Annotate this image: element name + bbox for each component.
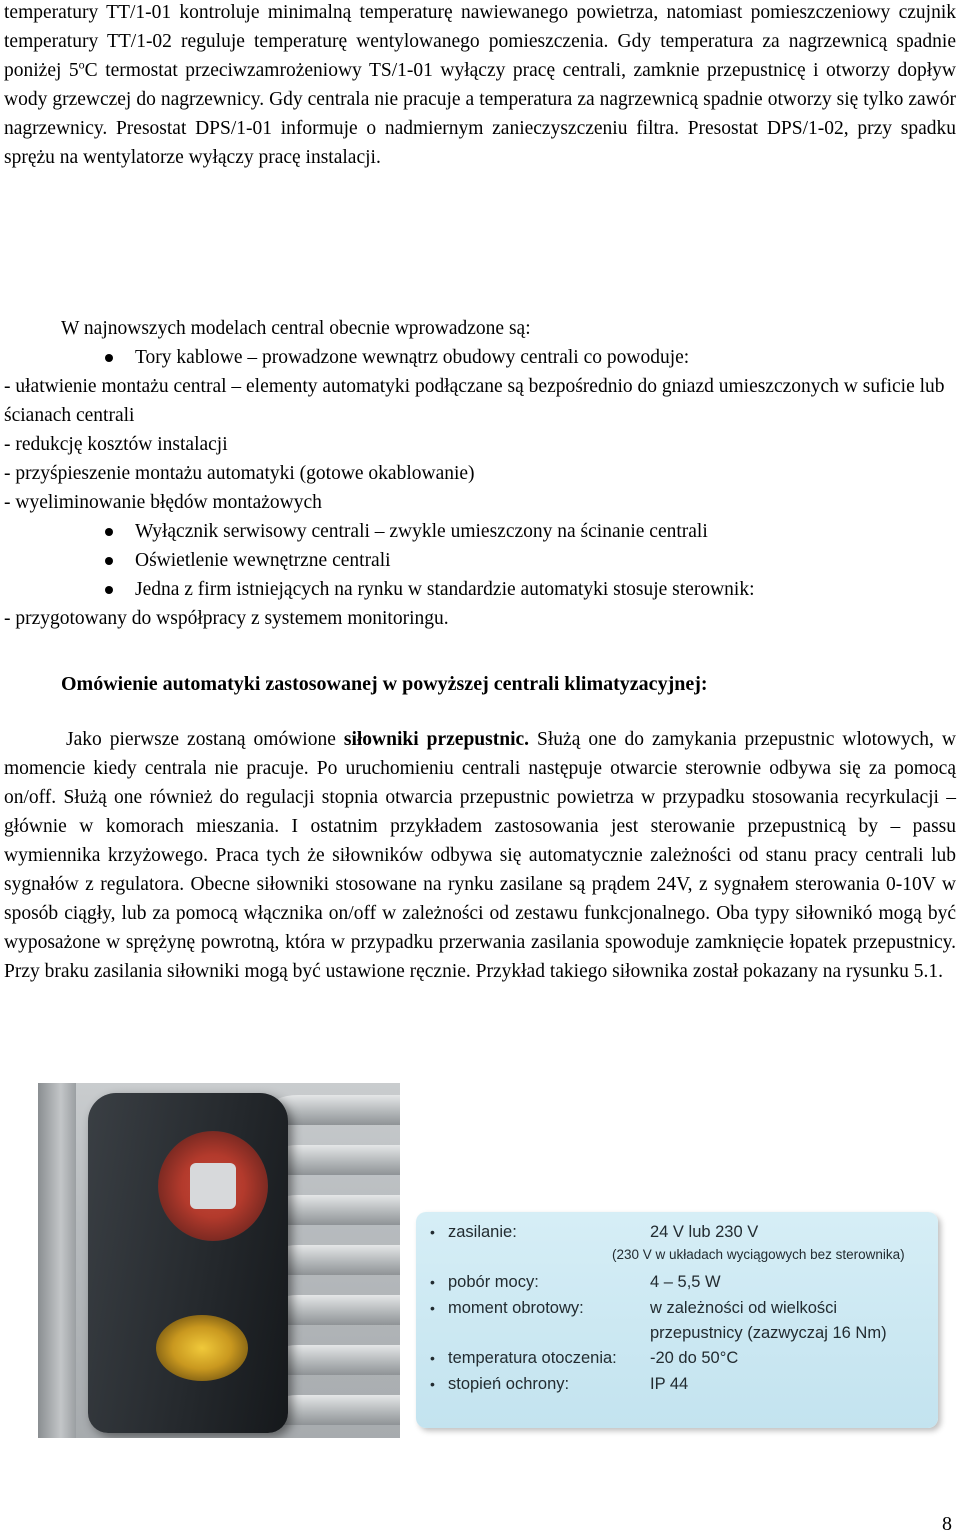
list-item-lighting: Oświetlenie wewnętrzne centrali — [4, 546, 956, 575]
paragraph-actuators: Jako pierwsze zostaną omówione siłowniki przepustnic. Służą one do zamykania przepustnic wlotowych, w momencie kiedy centrala nie pracuje. Po uruchomieniu centrali następuje otwarcie sterownie odbywa się za pomocą on/off. Służą one również do regulacji stopnia otwarcia przepustnic powietrza w przypadku stosowania recyrkulacji – głównie w komorach mieszania. I ostatnim przykładem zastosowania jest sterowanie przepustnicą by – passu wymiennika krzyżowego. Praca tych że siłowników odbywa się automatycznie zależności od stanu pracy centrali lub sygnałów z regulatora. Obecne siłowniki stosowane na rynku zasilane są prądem 24V, z sygnałem sterowania 0-10V w sposób ciągły, lub za pomocą włącznika on/off w zależności od zestawu funkcjonalnego. Oba typy siłownikó mogą być wyposażone w sprężynę powrotną, która w przypadku przerwania zasilania spowoduje zamknięcie łopatek przepustnicy. Przy braku zasilania siłowniki mogą być ustawione ręcznie. Przykład takiego siłownika został pokazany na rysunku 5.1. — [4, 729, 956, 982]
spec-note-230v: (230 V w układach wyciągowych bez sterownika) — [612, 1247, 905, 1262]
shaft-hub-icon — [190, 1163, 236, 1209]
feature-list-block — [4, 314, 956, 633]
bullet-icon — [105, 528, 113, 536]
brand-logo-icon — [156, 1315, 248, 1381]
list-item-service-switch: Wyłącznik serwisowy centrali – zwykle umieszczony na ścinanie centrali — [4, 517, 956, 546]
bold-term: siłowniki przepustnic. — [343, 729, 530, 750]
page-number: 8 — [942, 1513, 952, 1535]
list-item-controller: Jedna z firm istniejących na rynku w standardzie automatyki stosuje sterownik: — [4, 575, 956, 604]
degree-superscript: o — [78, 57, 85, 72]
spec-panel: • zasilanie: 24 V lub 230 V (230 V w układach wyciągowych bez sterownika) • pobór mocy: 4 – 5,5 W • moment obrotowy: w zależności od wielkości przepustnicy (zazwyczaj 16 Nm) • temperatura otoczenia: -20 do 50°C • stopień ochrony: IP 44 — [416, 1212, 938, 1428]
bullet-icon — [105, 586, 113, 594]
bullet-icon — [105, 557, 113, 565]
paragraph-thermostat: temperatury TT/1-01 kontroluje minimalną temperaturę nawiewanego powietrza, natomiast pomieszczeniowy czujnik temperatury TT/1-02 reguluje temperaturę wentylowanego pomieszczenia. Gdy temperatura za nagrzewnicą spadnie poniżej 5$^o$C termostat przeciwzamrożeniowy TS/1-01 wyłączy pracę centrali, zamknie przepustnicę i otworzy dopływ wody grzewczej do nagrzewnicy. Gdy centrala nie pracuje a temperatura za nagrzewnicą spadnie otworzy się tylko zawór nagrzewnicy. Presostat DPS/1-01 informuje o nadmiernym zanieczyszczeniu filtra. Presostat DPS/1-02, przy spadku sprężu na wentylatorze wyłączy pracę instalacji. — [4, 2, 956, 168]
list-subitem-errors: - wyeliminowanie błędów montażowych — [4, 492, 322, 513]
list-subitem-speed: - przyśpieszenie montażu automatyki (gotowe okablowanie) — [4, 463, 475, 484]
actuator-photo — [38, 1083, 400, 1438]
actuator-body — [88, 1093, 288, 1433]
list-subitem-cost: - redukcję kosztów instalacji — [4, 434, 228, 455]
bullet-icon — [105, 354, 113, 362]
list-subitem-monitoring: - przygotowany do współpracy z systemem monitoringu. — [4, 608, 449, 629]
list-intro: W najnowszych modelach central obecnie wprowadzone są: — [61, 318, 531, 339]
section-heading: Omówienie automatyki zastosowanej w powyższej centrali klimatyzacyjnej: — [61, 673, 708, 695]
list-item-cable-trays: Tory kablowe – prowadzone wewnątrz obudowy centrali co powoduje: — [4, 343, 956, 372]
list-subitem-assembly: - ułatwienie montażu central – elementy automatyki podłączane są bezpośrednio do gniazd umieszczonych w suficie lub ścianach centrali — [4, 376, 945, 426]
